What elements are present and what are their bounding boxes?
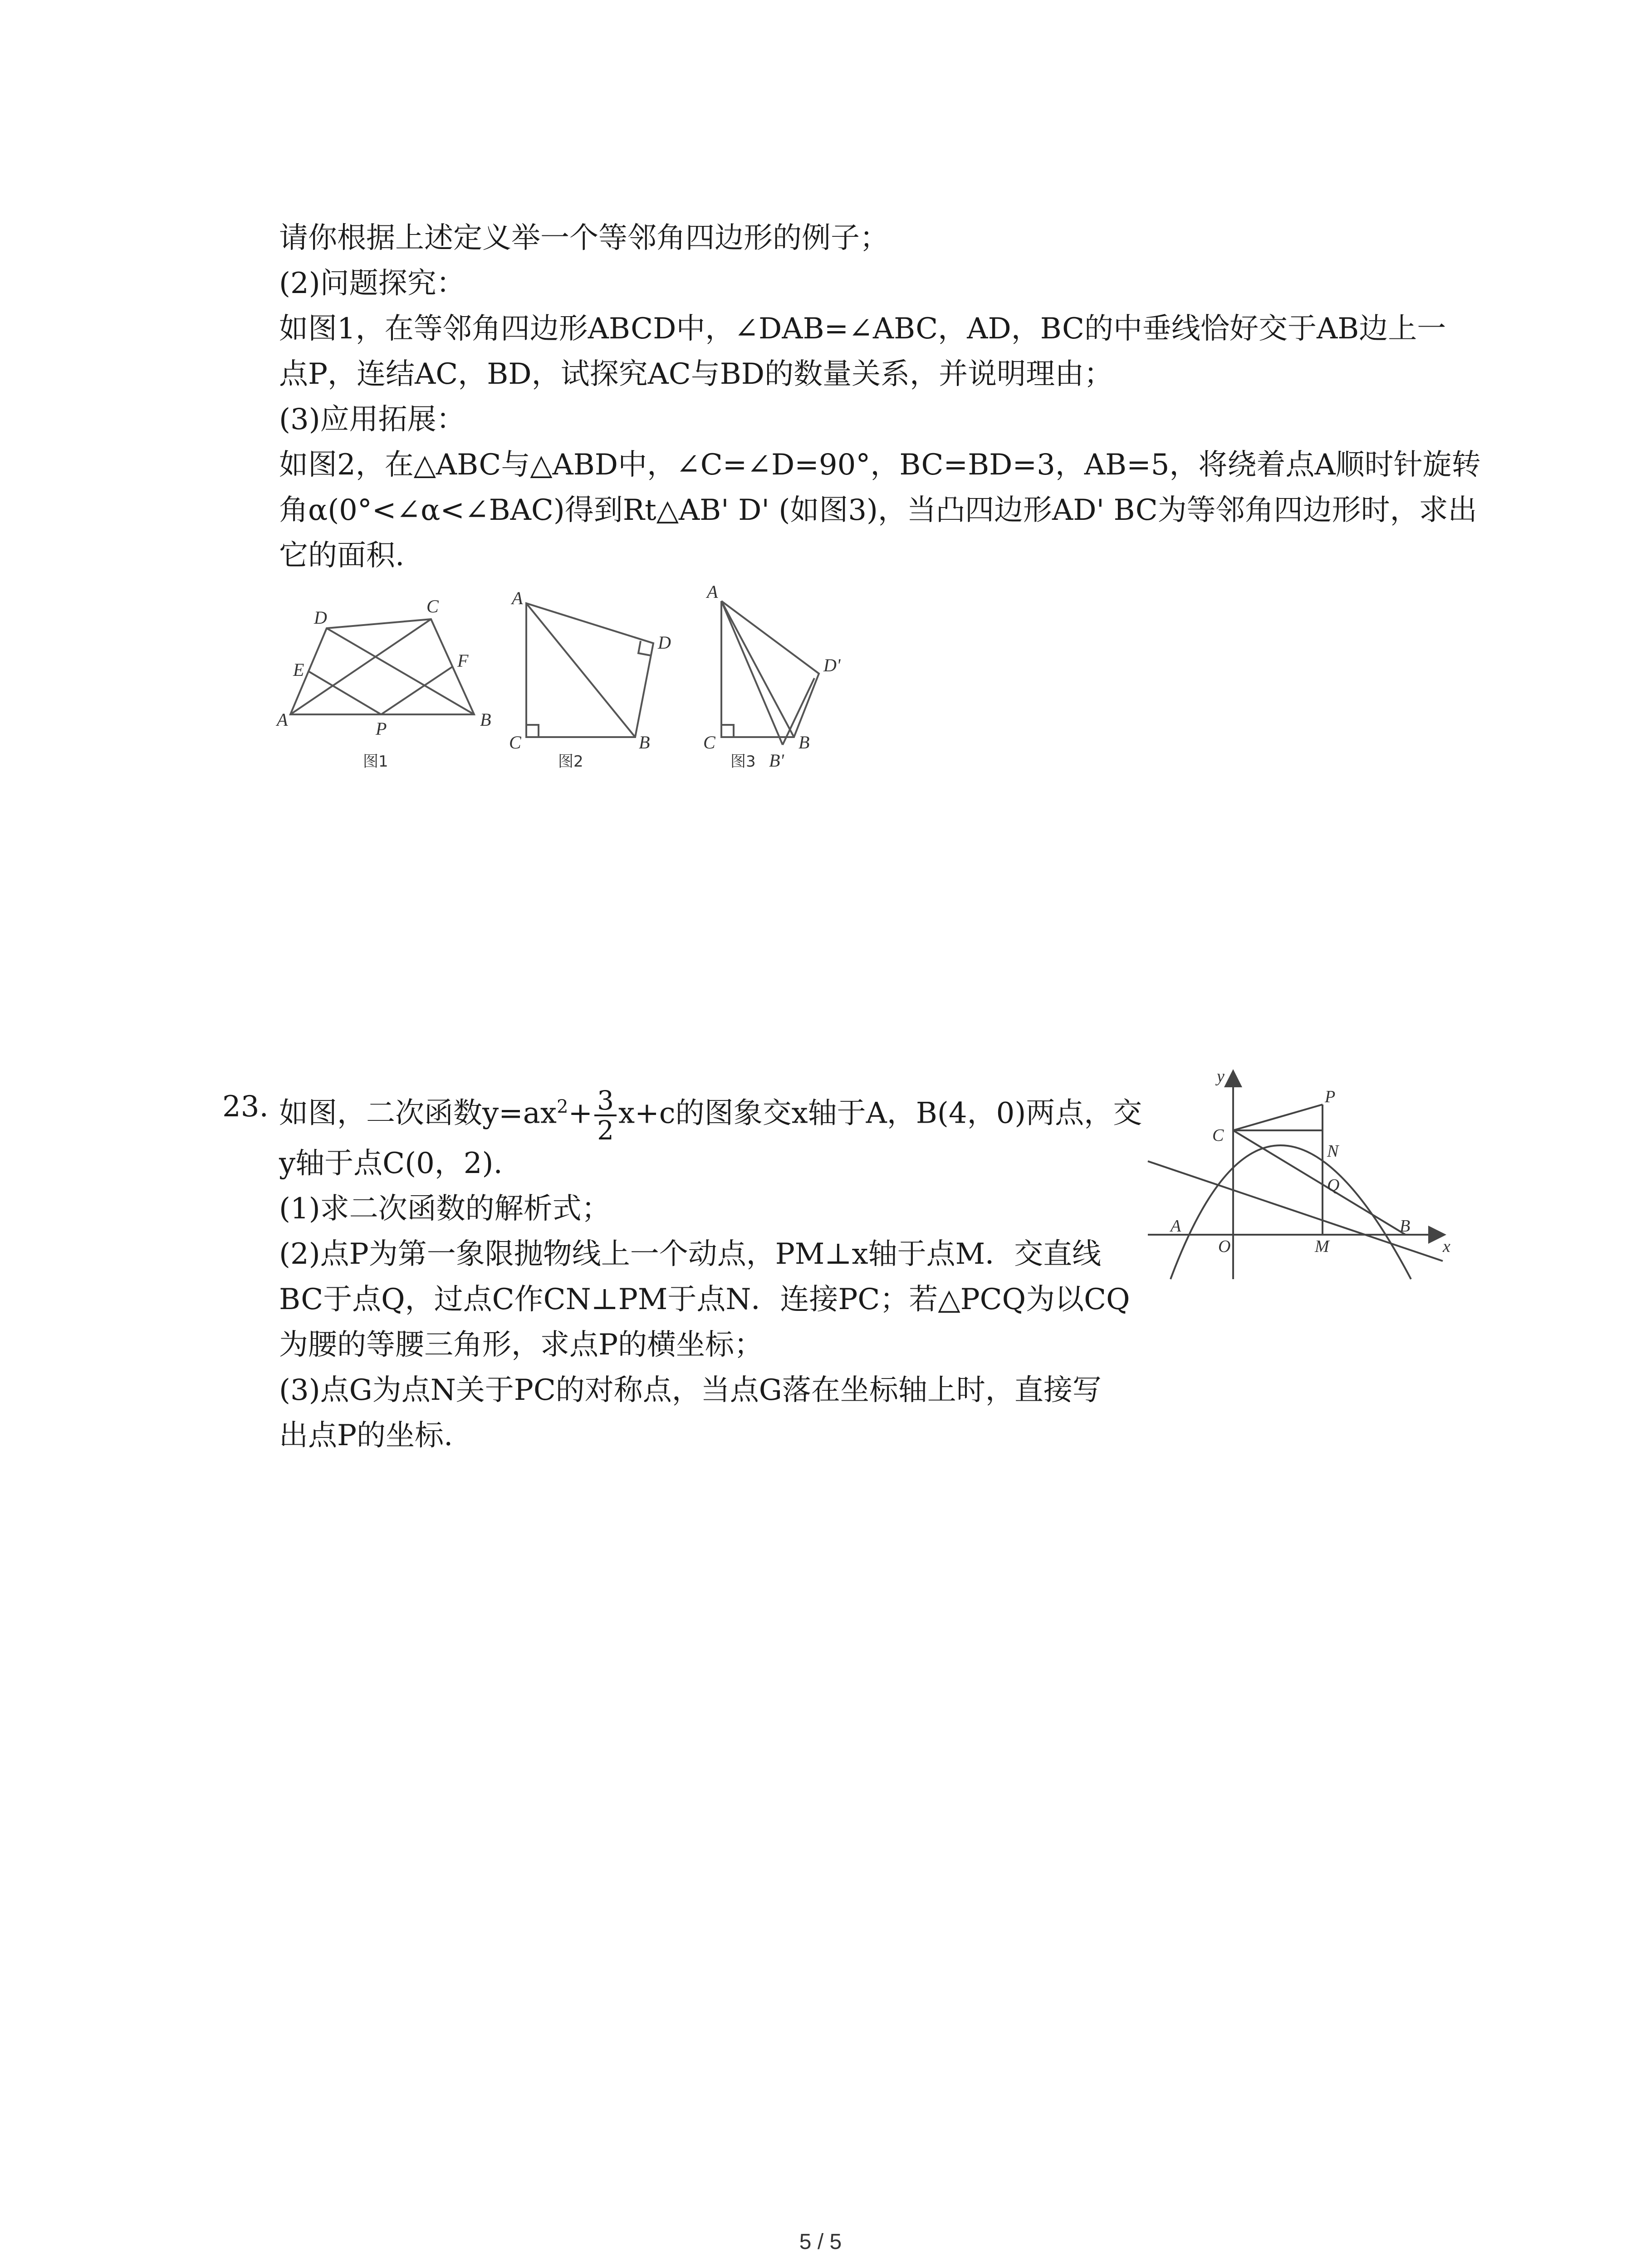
fig1-label-d: D xyxy=(314,607,327,628)
fig2-label-d: D xyxy=(658,632,671,653)
graph-label-q: Q xyxy=(1327,1176,1340,1195)
fig2-label-b: B xyxy=(639,732,650,753)
q23-line-2: y轴于点C(0，2). xyxy=(279,1147,503,1180)
fig3-label-a: A xyxy=(707,582,718,602)
fig1-label-b: B xyxy=(480,709,491,730)
q22-line-1: 请你根据上述定义举一个等邻角四边形的例子； xyxy=(279,221,889,255)
fig2-caption: 图2 xyxy=(558,753,583,771)
fig3-label-b: B xyxy=(798,732,810,753)
q22-figures xyxy=(272,576,885,789)
q23-line-1 xyxy=(279,1086,1142,1144)
fig2-label-c: C xyxy=(509,732,521,753)
q23-line-1a: 如图，二次函数y=ax xyxy=(279,1096,557,1130)
fig1-label-p: P xyxy=(376,719,387,739)
graph-label-x: x xyxy=(1443,1237,1450,1256)
graph-label-m: M xyxy=(1315,1237,1329,1256)
q23-frac-numerator: 3 xyxy=(594,1086,617,1116)
fig3-label-d-prime: D' xyxy=(823,655,841,675)
q22-line-4: 点P，连结AC，BD，试探究AC与BD的数量关系，并说明理由； xyxy=(279,357,1113,391)
page-number: 5 / 5 xyxy=(799,2230,842,2254)
q23-exponent: 2 xyxy=(557,1096,568,1118)
fig1-label-c: C xyxy=(426,596,439,616)
graph-label-a: A xyxy=(1171,1217,1181,1236)
q22-line-8: 它的面积. xyxy=(279,539,405,572)
graph-label-y: y xyxy=(1217,1067,1225,1086)
fig1-label-f: F xyxy=(457,650,469,671)
q23-line-5: BC于点Q，过点C作CN⊥PM于点N．连接PC；若△PCQ为以CQ xyxy=(279,1283,1130,1316)
q23-plus: + xyxy=(568,1096,593,1130)
q23-graph xyxy=(1143,1066,1461,1293)
graph-label-b: B xyxy=(1400,1217,1411,1236)
fig3-label-b-prime: B' xyxy=(769,750,784,771)
q23-line-7: (3)点G为点N关于PC的对称点，当点G落在坐标轴上时，直接写 xyxy=(279,1374,1102,1407)
q22-line-7: 角α(0°<∠α<∠BAC)得到Rt△AB' D' (如图3)，当凸四边形AD' BC为等邻角四边形时，求出 xyxy=(279,494,1477,527)
q23-fraction xyxy=(594,1086,617,1144)
fig1-label-e: E xyxy=(293,660,304,680)
q23-line-6: 为腰的等腰三角形，求点P的横坐标； xyxy=(279,1328,764,1362)
q23-line-4: (2)点P为第一象限抛物线上一个动点，PM⊥x轴于点M．交直线 xyxy=(279,1237,1102,1271)
q23-number: 23. xyxy=(222,1090,269,1124)
q22-line-6: 如图2，在△ABC与△ABD中，∠C=∠D=90°，BC=BD=3，AB=5，将绕着点A顺时针旋转 xyxy=(279,448,1481,482)
fig3-label-c: C xyxy=(703,732,715,753)
q23-line-3: (1)求二次函数的解析式； xyxy=(279,1192,611,1226)
fig1-caption: 图1 xyxy=(363,753,388,771)
q22-line-3: 如图1，在等邻角四边形ABCD中，∠DAB=∠ABC，AD，BC的中垂线恰好交于AB边上一 xyxy=(279,312,1446,346)
graph-label-o: O xyxy=(1218,1237,1231,1256)
graph-label-n: N xyxy=(1327,1142,1339,1161)
fig1-label-a: A xyxy=(277,709,288,730)
q23-frac-denominator: 2 xyxy=(597,1115,614,1146)
q23-line-8: 出点P的坐标. xyxy=(279,1419,453,1452)
q23-line-1b: x+c的图象交x轴于A，B(4，0)两点，交 xyxy=(618,1096,1142,1130)
q22-line-5: (3)应用拓展： xyxy=(279,403,465,436)
graph-label-p: P xyxy=(1325,1087,1336,1106)
fig3-caption: 图3 xyxy=(730,753,756,771)
fig2-label-a: A xyxy=(512,588,523,608)
q22-line-2: (2)问题探究： xyxy=(279,267,465,300)
graph-label-c: C xyxy=(1212,1126,1224,1145)
